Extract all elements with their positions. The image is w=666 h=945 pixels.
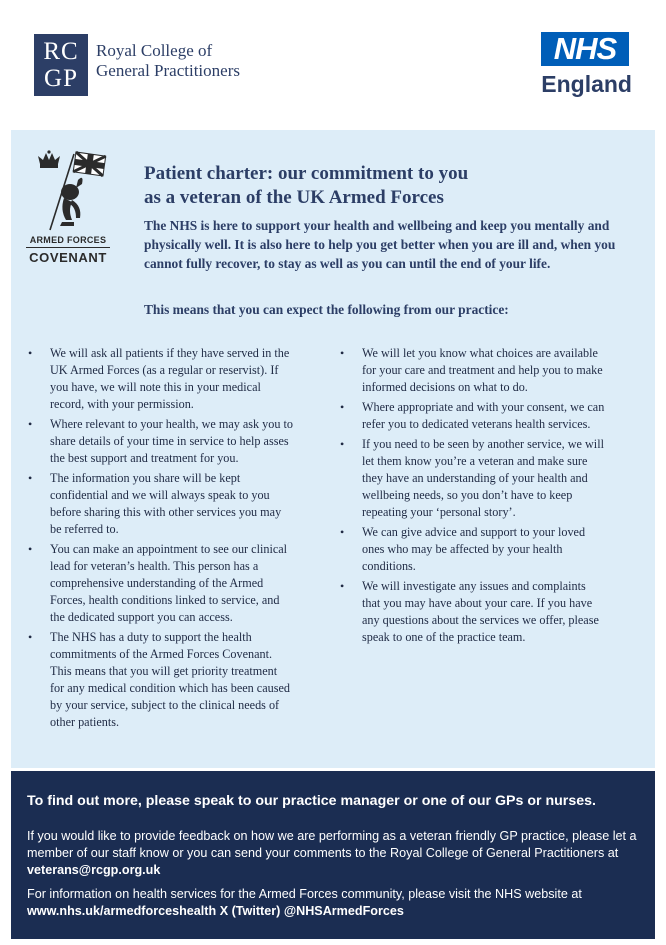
bullet-icon: • xyxy=(28,346,33,360)
list-item xyxy=(340,578,605,646)
bullet-icon: • xyxy=(340,525,345,539)
list-item-text: We will ask all patients if they have served in the UK Armed Forces (as a regular or reservist). If you have, we will note this in your medical record, with your permission. xyxy=(50,346,290,411)
list-item-text: We can give advice and support to your loved ones who may be affected by your health conditions. xyxy=(362,525,586,573)
rcgp-logo-line: GP xyxy=(44,65,78,92)
list-item-text: The information you share will be kept confidential and we will always speak to you before sharing this with other services you may be referred to. xyxy=(50,471,282,536)
list-item-text: Where relevant to your health, we may ask you to share details of your time in service to help asses the best support and treatment for you. xyxy=(50,417,293,465)
covenant-line2: COVENANT xyxy=(26,247,110,265)
list-item xyxy=(28,541,293,626)
feedback-text: If you would like to provide feedback on how we are performing as a veteran friendly GP practice, please let a member of our staff know or you can send your comments to the Royal College of General Practitioners at xyxy=(27,829,637,860)
feedback-email-link[interactable]: veterans@rcgp.org.uk xyxy=(27,863,161,877)
commitments-list-left xyxy=(28,345,293,734)
nhs-logo: NHS xyxy=(541,32,629,66)
rcgp-name xyxy=(96,41,240,81)
list-item xyxy=(340,345,605,396)
charter-title xyxy=(144,162,644,210)
rcgp-logo xyxy=(34,34,88,96)
list-item xyxy=(340,399,605,433)
charter-expect: This means that you can expect the following from our practice: xyxy=(144,302,509,317)
info-paragraph xyxy=(27,886,647,920)
covenant-line1: ARMED FORCES xyxy=(29,235,107,245)
rcgp-logo-line: RC xyxy=(43,38,79,65)
list-item-text: We will let you know what choices are available for your care and treatment and help you to make informed decisions on what to do. xyxy=(362,346,603,394)
list-item xyxy=(28,470,293,538)
list-item xyxy=(28,416,293,467)
bullet-icon: • xyxy=(28,471,33,485)
info-link[interactable]: www.nhs.uk/armedforceshealth X (Twitter) @NHSArmedForces xyxy=(27,904,404,918)
commitments-list-right xyxy=(340,345,605,649)
bullet-icon: • xyxy=(28,630,33,644)
footer-heading: To find out more, please speak to our practice manager or one of our GPs or nurses. xyxy=(27,793,596,809)
list-item xyxy=(340,524,605,575)
list-item-text: We will investigate any issues and complaints that you may have about your care. If you have any questions about the services we offer, please speak to one of the practice team. xyxy=(362,579,599,644)
bullet-icon: • xyxy=(28,417,33,431)
list-item-text: The NHS has a duty to support the health commitments of the Armed Forces Covenant. This means that you will get priority treatment for any medical condition which has been caused by your service, subject to the clinical needs of other patients. xyxy=(50,630,290,729)
nhs-region: England xyxy=(541,71,632,97)
bullet-icon: • xyxy=(340,400,345,414)
list-item xyxy=(28,345,293,413)
list-item xyxy=(28,629,293,731)
rcgp-name-line1: Royal College of xyxy=(96,41,213,60)
list-item-text: You can make an appointment to see our clinical lead for veteran’s health. This person has a comprehensive understanding of the Armed Forces, health conditions linked to service, and the dedicated support you can access. xyxy=(50,542,288,624)
armed-forces-covenant-lion-icon xyxy=(26,150,110,234)
list-item-text: Where appropriate and with your consent, we can refer you to dedicated veterans health services. xyxy=(362,400,605,431)
charter-title-line2: as a veteran of the UK Armed Forces xyxy=(144,187,444,208)
feedback-paragraph xyxy=(27,828,647,879)
info-text: For information on health services for the Armed Forces community, please visit the NHS website at xyxy=(27,887,582,901)
charter-title-line1: Patient charter: our commitment to you xyxy=(144,163,469,184)
bullet-icon: • xyxy=(340,579,345,593)
covenant-logo xyxy=(26,150,110,270)
list-item-text: If you need to be seen by another service, we will let them know you’re a veteran and make sure they have an understanding of your health and wellbeing needs, so you don’t have to keep repeating your ‘personal story’. xyxy=(362,437,604,519)
list-item xyxy=(340,436,605,521)
bullet-icon: • xyxy=(340,346,345,360)
bullet-icon: • xyxy=(28,542,33,556)
footer xyxy=(11,771,655,939)
rcgp-name-line2: General Practitioners xyxy=(96,61,240,80)
charter-intro: The NHS is here to support your health and wellbeing and keep you mentally and physically well. It is also here to help you get better when you are ill and, when you cannot fully recover, to stay as well as you can until the end of your life. xyxy=(144,218,616,271)
bullet-icon: • xyxy=(340,437,345,451)
